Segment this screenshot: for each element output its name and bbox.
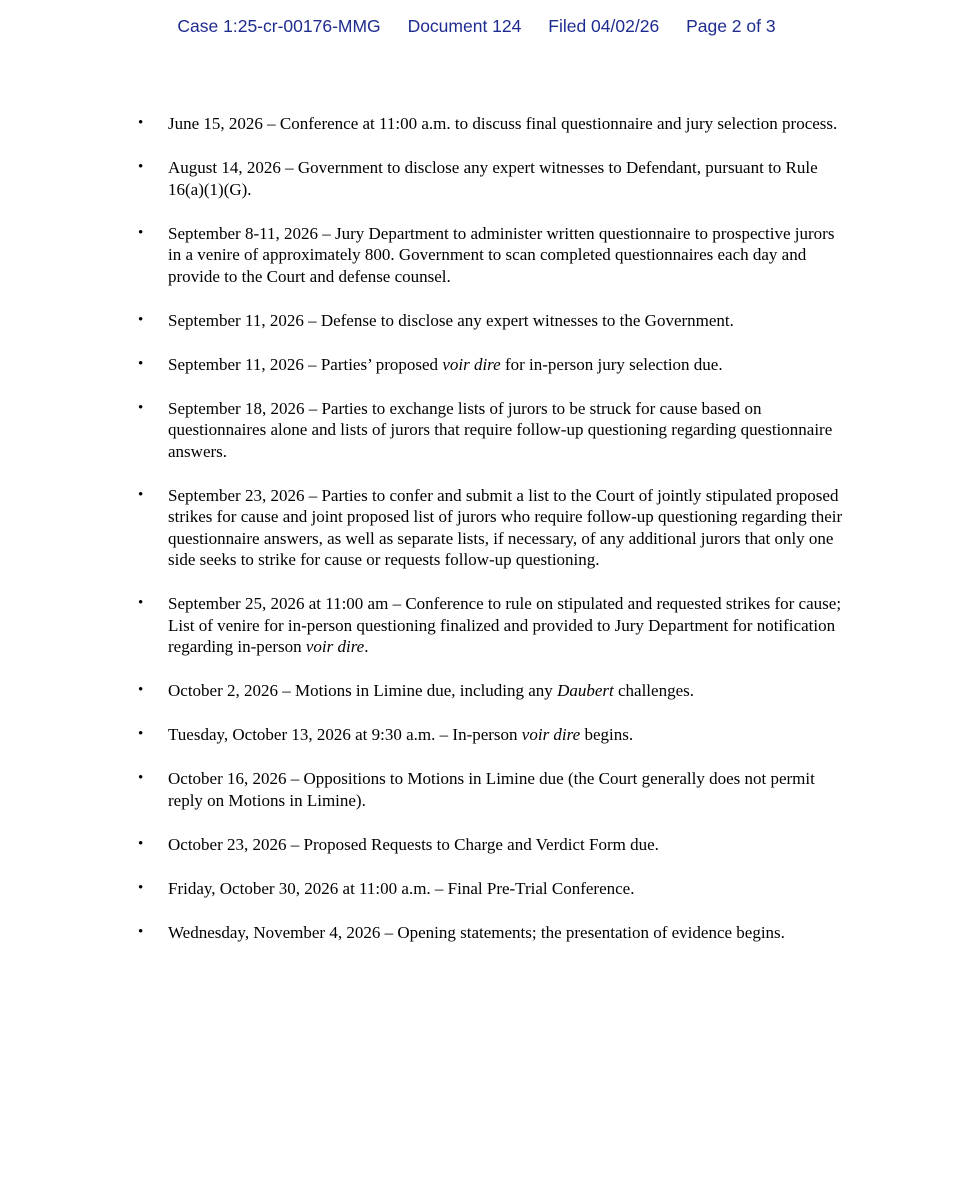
list-item-text: October 16, 2026 – Oppositions to Motions in Limine due (the Court generally does not permit reply on Motions in Limine). bbox=[168, 769, 815, 810]
filed-date: Filed 04/02/26 bbox=[548, 16, 660, 36]
list-item-text: Wednesday, November 4, 2026 – Opening statements; the presentation of evidence begins. bbox=[168, 922, 785, 942]
list-item bbox=[130, 878, 850, 900]
schedule-list bbox=[130, 113, 850, 966]
bullet-icon: • bbox=[138, 835, 144, 852]
document-number: Document 124 bbox=[407, 16, 522, 36]
list-item-text: October 2, 2026 – Motions in Limine due, including any Daubert challenges. bbox=[168, 681, 694, 700]
bullet-icon: • bbox=[138, 682, 144, 698]
bullet-icon: • bbox=[138, 115, 144, 131]
list-item bbox=[130, 922, 850, 944]
bullet-icon: • bbox=[138, 879, 144, 896]
list-item-text: Friday, October 30, 2026 at 11:00 a.m. – Final Pre-Trial Conference. bbox=[168, 878, 635, 898]
list-item-text: September 11, 2026 – Parties’ proposed voir dire for in-person jury selection due. bbox=[168, 354, 723, 374]
italic-term: voir dire bbox=[305, 637, 365, 656]
bullet-icon: • bbox=[138, 923, 144, 940]
bullet-icon: • bbox=[138, 595, 144, 611]
list-item bbox=[130, 310, 850, 332]
bullet-icon: • bbox=[138, 311, 144, 328]
bullet-icon: • bbox=[138, 224, 144, 241]
list-item bbox=[130, 593, 850, 658]
list-item-text: September 23, 2026 – Parties to confer and submit a list to the Court of jointly stipulated proposed strikes for cause and joint proposed list of jurors who require follow-up questioning regarding their questionnaire answers, as well as separate lists, if necessary, of any additional jurors that only one side seeks to strike for cause or requests follow-up questioning. bbox=[168, 485, 843, 569]
list-item-text: September 18, 2026 – Parties to exchange lists of jurors to be struck for cause based on questionnaires alone and lists of jurors that require follow-up questioning regarding questionnaire answers. bbox=[168, 398, 833, 461]
list-item-text: June 15, 2026 – Conference at 11:00 a.m. to discuss final questionnaire and jury selection process. bbox=[168, 114, 838, 133]
bullet-icon: • bbox=[138, 726, 144, 742]
list-item-text: Tuesday, October 13, 2026 at 9:30 a.m. – In-person voir dire begins. bbox=[168, 725, 634, 744]
bullet-icon: • bbox=[138, 399, 144, 416]
list-item bbox=[130, 157, 850, 200]
bullet-icon: • bbox=[138, 159, 144, 175]
list-item bbox=[130, 398, 850, 463]
italic-term: voir dire bbox=[442, 354, 501, 374]
list-item-text: September 25, 2026 at 11:00 am – Conference to rule on stipulated and requested strikes for cause; List of venire for in-person questioning finalized and provided to Jury Department for notification regarding in-person voir dire. bbox=[168, 594, 842, 656]
list-item bbox=[130, 724, 850, 746]
list-item-text: September 8-11, 2026 – Jury Department to administer written questionnaire to prospective jurors in a venire of approximately 800. Government to scan completed questionnaires each day and provide to the Court and defense counsel. bbox=[168, 223, 835, 286]
case-number: Case 1:25-cr-00176-MMG bbox=[177, 16, 381, 36]
italic-term: voir dire bbox=[521, 725, 581, 744]
bullet-icon: • bbox=[138, 770, 144, 786]
italic-term: Daubert bbox=[557, 681, 614, 700]
list-item bbox=[130, 834, 850, 856]
list-item bbox=[130, 354, 850, 376]
list-item-text: October 23, 2026 – Proposed Requests to Charge and Verdict Form due. bbox=[168, 834, 659, 854]
list-item bbox=[130, 223, 850, 288]
list-item bbox=[130, 768, 850, 811]
bullet-icon: • bbox=[138, 486, 144, 503]
bullet-icon: • bbox=[138, 355, 144, 372]
list-item bbox=[130, 113, 850, 135]
list-item-text: August 14, 2026 – Government to disclose any expert witnesses to Defendant, pursuant to Rule 16(a)(1)(G). bbox=[168, 158, 818, 199]
list-item bbox=[130, 485, 850, 571]
list-item bbox=[130, 680, 850, 702]
list-item-text: September 11, 2026 – Defense to disclose any expert witnesses to the Government. bbox=[168, 310, 734, 330]
page-header bbox=[0, 16, 953, 37]
page-number: Page 2 of 3 bbox=[686, 16, 776, 36]
